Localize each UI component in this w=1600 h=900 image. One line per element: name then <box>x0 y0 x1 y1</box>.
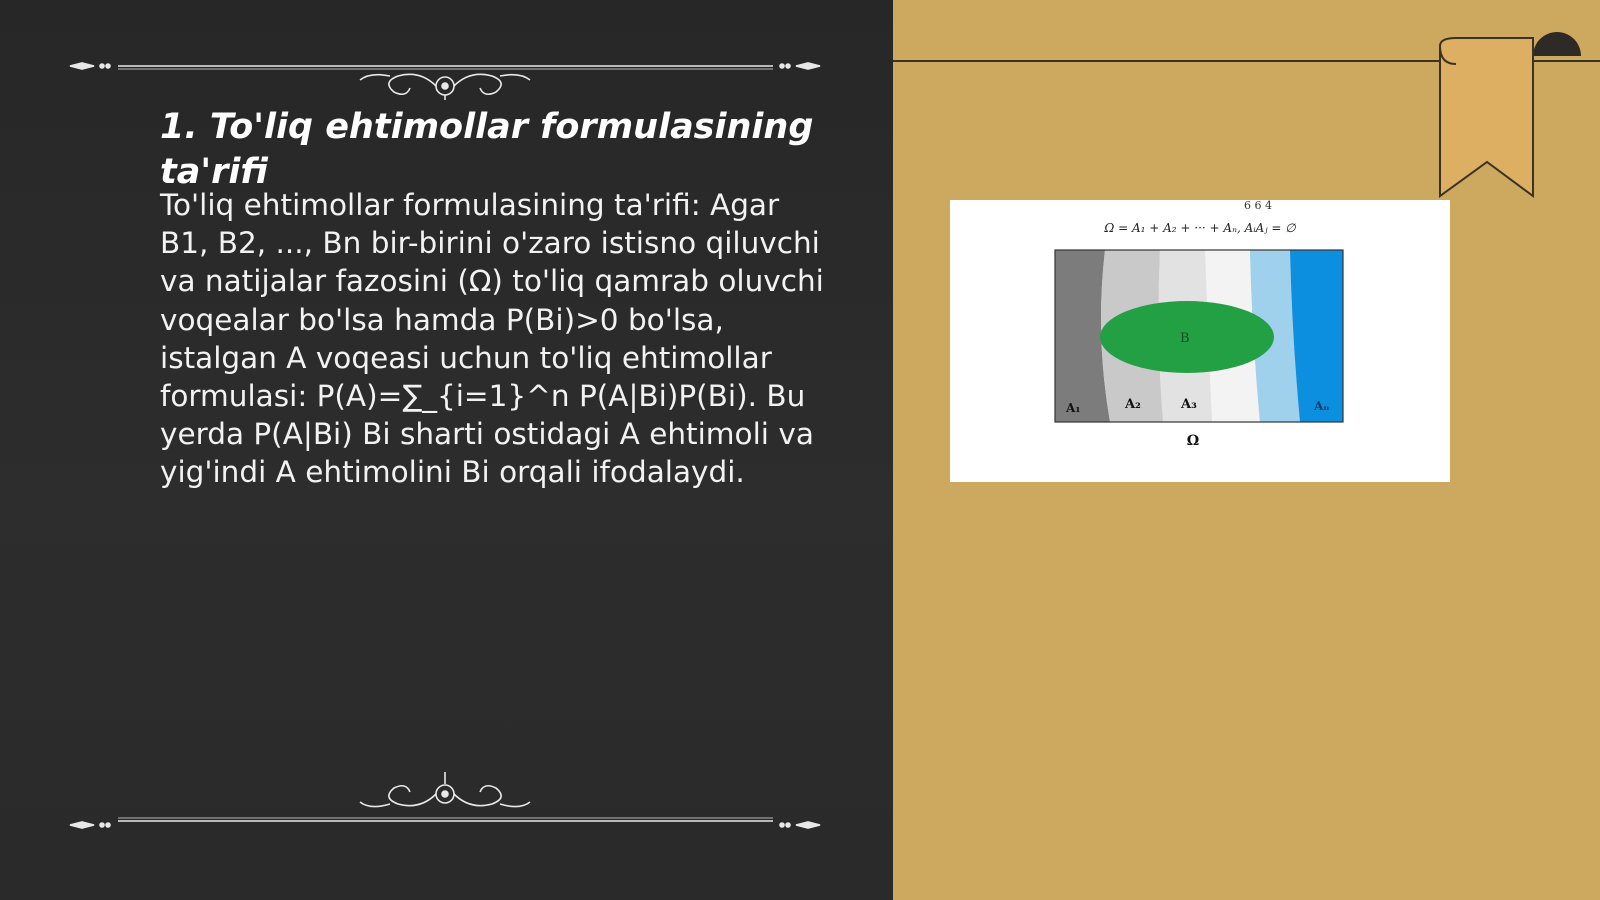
partition-label-an: Aₙ <box>1314 399 1330 413</box>
omega-label: Ω <box>1186 433 1200 449</box>
slide-body-text: To'liq ehtimollar formulasining ta'rifi: Agar B1, B2, ..., Bn bir-birini o'zaro istisno qiluvchi va natijalar fazosini (Ω) to'liq qamrab oluvchi voqealar bo'lsa hamda P(Bi)>0 bo'lsa, istalgan A voqeasi uchun to'liq ehtimollar formulasi: P(A)=∑_{i=1}^n P(A|Bi)P(Bi). Bu yerda P(A|Bi) Bi sharti ostidagi A ehtimoli va yig'indi A ehtimolini Bi orqali ifodalaydi. <box>160 188 824 490</box>
probability-diagram-figure <box>950 200 1450 482</box>
bookmark-ribbon-icon <box>1420 30 1600 200</box>
strip-an <box>1290 250 1343 422</box>
ornament-divider-bottom <box>60 770 830 830</box>
horizontal-rule <box>893 60 1453 62</box>
ellipse-label: B <box>1180 331 1190 346</box>
top-fragment-text: 6 6 4 <box>1244 200 1272 212</box>
ornament-divider-top <box>60 40 830 100</box>
partition-diagram <box>950 200 1450 482</box>
slide-title: 1. To'liq ehtimollar formulasining ta'rifi <box>160 107 814 192</box>
partition-equation: Ω = A₁ + A₂ + ··· + Aₙ, AᵢAⱼ = ∅ <box>1104 221 1296 235</box>
partition-label-a2: A₂ <box>1125 397 1141 412</box>
partition-label-a3: A₃ <box>1181 397 1197 412</box>
partition-label-a1: A₁ <box>1066 401 1081 415</box>
